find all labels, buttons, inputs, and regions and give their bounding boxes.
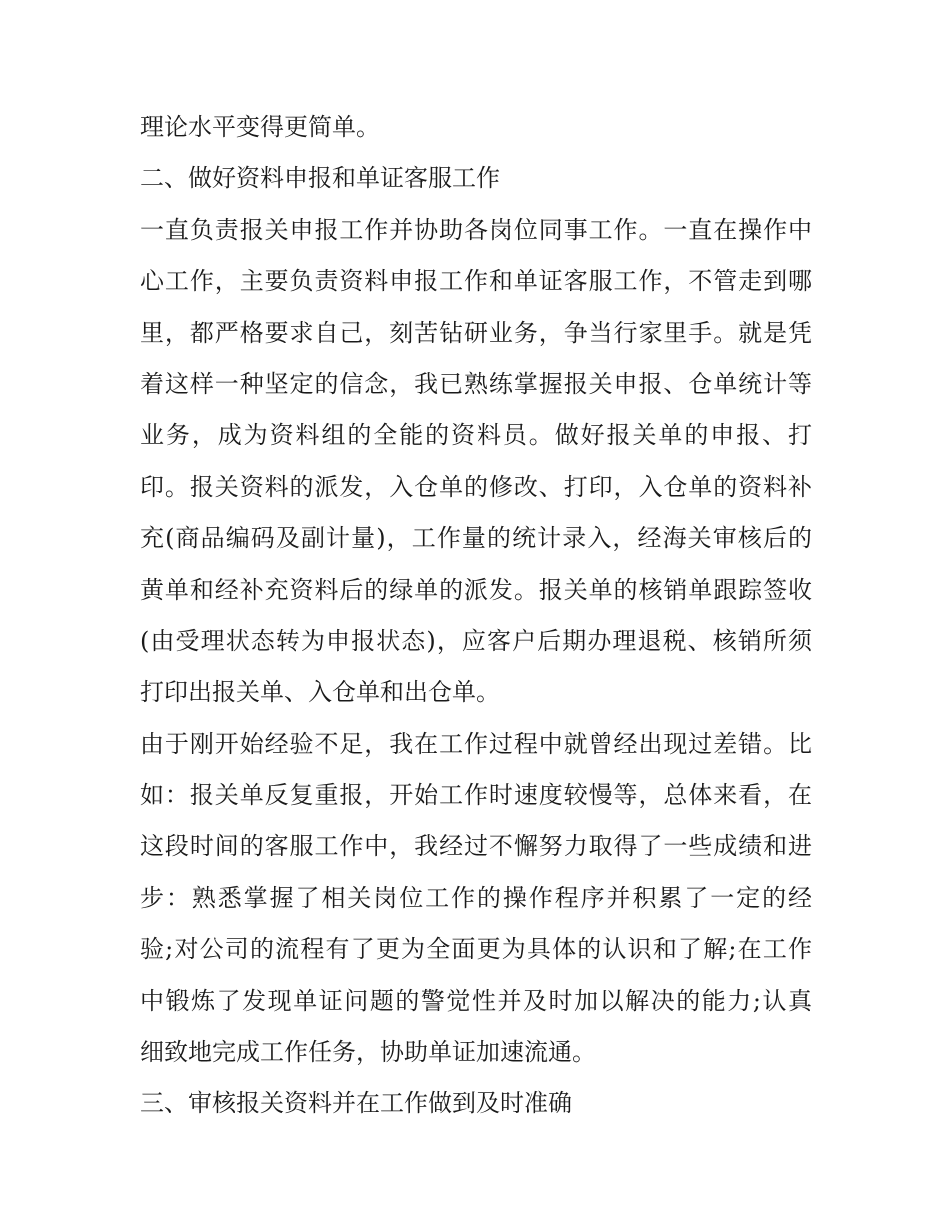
paragraph-line: 着这样一种坚定的信念，我已熟练掌握报关申报、仓单统计等: [140, 369, 812, 398]
section-heading-2: 二、做好资料申报和单证客服工作: [140, 164, 500, 193]
paragraph-line: 验;对公司的流程有了更为全面更为具体的认识和了解;在工作: [140, 935, 812, 964]
paragraph-line: 理论水平变得更简单。: [140, 113, 380, 141]
paragraph-line: 黄单和经补充资料后的绿单的派发。报关单的核销单跟踪签收: [140, 575, 812, 604]
paragraph-line: 心工作，主要负责资料申报工作和单证客服工作，不管走到哪: [140, 267, 812, 296]
paragraph-line: 里，都严格要求自己，刻苦钻研业务，争当行家里手。就是凭: [140, 318, 812, 347]
paragraph-line: 步：熟悉掌握了相关岗位工作的操作程序并积累了一定的经: [140, 883, 812, 912]
paragraph-line: 由于刚开始经验不足，我在工作过程中就曾经出现过差错。比: [140, 729, 812, 758]
paragraph-line: 打印出报关单、入仓单和出仓单。: [140, 678, 500, 707]
paragraph-line: 如：报关单反复重报，开始工作时速度较慢等，总体来看，在: [140, 781, 812, 810]
paragraph-line: (由受理状态转为申报状态)，应客户后期办理退税、核销所须: [140, 626, 812, 655]
section-heading-3: 三、审核报关资料并在工作做到及时准确: [140, 1089, 572, 1118]
document-body: [140, 102, 820, 1130]
paragraph-line: 中锻炼了发现单证问题的警觉性并及时加以解决的能力;认真: [140, 986, 812, 1015]
paragraph-line: 印。报关资料的派发，入仓单的修改、打印，入仓单的资料补: [140, 472, 812, 501]
paragraph-line: 这段时间的客服工作中，我经过不懈努力取得了一些成绩和进: [140, 832, 812, 861]
paragraph-line: 一直负责报关申报工作并协助各岗位同事工作。一直在操作中: [140, 215, 812, 244]
paragraph-line: 细致地完成工作任务，协助单证加速流通。: [140, 1038, 596, 1067]
paragraph-line: 充(商品编码及副计量)，工作量的统计录入，经海关审核后的: [140, 524, 812, 553]
paragraph-line: 业务，成为资料组的全能的资料员。做好报关单的申报、打: [140, 421, 812, 450]
